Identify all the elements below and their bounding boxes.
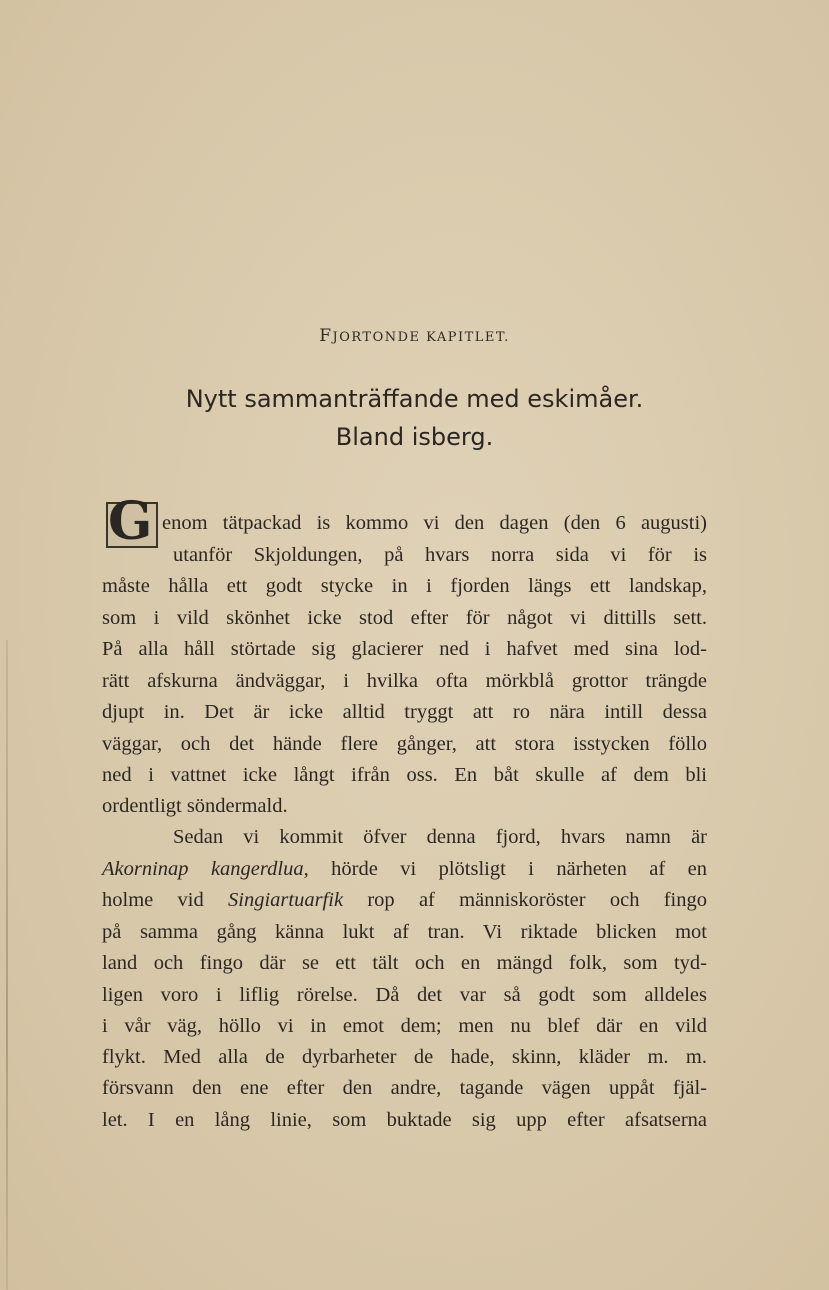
body-line-text: rop af människoröster och fingo [343, 889, 707, 911]
drop-cap [102, 488, 160, 550]
chapter-label [0, 326, 829, 346]
body-line: ned i vattnet icke långt ifrån oss. En båt skulle af dem bli [102, 764, 707, 786]
body-line: land och fingo där se ett tält och en mängd folk, som tyd- [102, 952, 707, 974]
body-line: måste hålla ett godt stycke in i fjorden längs ett landskap, [102, 575, 707, 597]
body-line: ligen voro i liflig rörelse. Då det var så godt som alldeles [102, 984, 707, 1006]
chapter-title-line-2: Bland isberg. [335, 423, 494, 451]
drop-cap-letter: G [108, 491, 153, 552]
body-line: Sedan vi kommit öfver denna fjord, hvars namn är [173, 826, 707, 848]
body-line: väggar, och det hände flere gånger, att stora isstycken föllo [102, 733, 707, 755]
body-line: let. I en lång linie, som buktade sig upp efter afsatserna [102, 1109, 707, 1131]
chapter-label-rest: JORTONDE KAPITLET. [332, 330, 510, 345]
body-line: enom tätpackad is kommo vi den dagen (den 6 augusti) [162, 512, 707, 534]
body-line: utanför Skjoldungen, på hvars norra sida vi för is [173, 544, 707, 566]
body-line: som i vild skönhet icke stod efter för något vi dittills sett. [102, 607, 707, 629]
body-line: på samma gång känna lukt af tran. Vi riktade blicken mot [102, 921, 707, 943]
body-line [102, 889, 707, 912]
chapter-initial: F [319, 326, 333, 346]
place-name: Singiartuarfik [228, 889, 344, 911]
body-line-text: hörde vi plötsligt i närheten af en [308, 858, 707, 880]
body-line: djupt in. Det är icke alltid tryggt att ro nära intill dessa [102, 701, 707, 723]
body-line [102, 858, 707, 881]
body-line: i vår väg, höllo vi in emot dem; men nu blef där en vild [102, 1015, 707, 1037]
body-line: På alla håll störtade sig glacierer ned i hafvet med sina lod- [102, 638, 707, 660]
body-line-text: holme vid [102, 889, 229, 911]
place-name: Akorninap kangerdlua, [102, 858, 309, 880]
body-line: försvann den ene efter den andre, tagande vägen uppåt fjäl- [102, 1077, 707, 1099]
body-line: flykt. Med alla de dyrbarheter de hade, skinn, kläder m. m. [102, 1046, 707, 1068]
page-edge [6, 640, 8, 1290]
body-line: ordentligt söndermald. [102, 795, 288, 817]
body-line: rätt afskurna ändväggar, i hvilka ofta mörkblå grottor trängde [102, 670, 707, 692]
chapter-title-line-1: Nytt sammanträffande med eskimåer. [185, 385, 644, 413]
